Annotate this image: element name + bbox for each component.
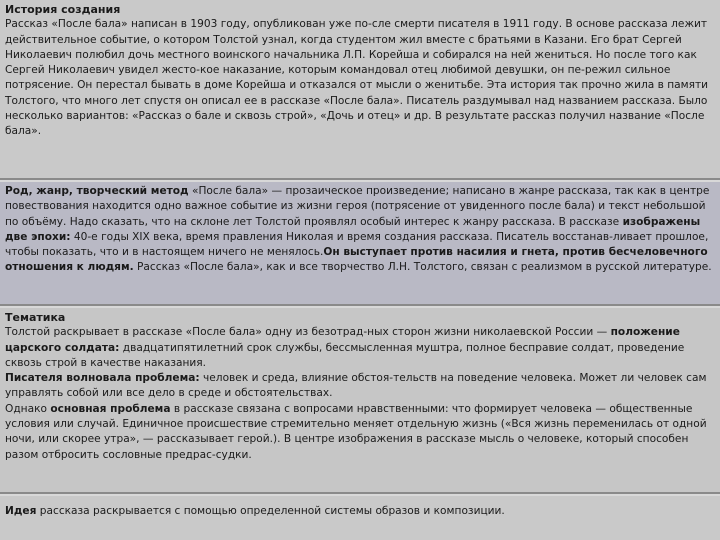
theme-p1-bold: положение царского солдата:: [5, 326, 680, 354]
theme-p1-text2: двадцатипятилетний срок службы, бессмысленная муштра, полное бесправие солдат, проведение сквозь строй в качестве наказания.: [5, 341, 685, 369]
genre-paragraph: [5, 184, 714, 276]
theme-p3-text: Однако: [5, 402, 51, 415]
genre-bold-1: изображены две эпохи:: [5, 215, 701, 243]
history-section: [0, 0, 720, 178]
genre-bold-2: Он выступает против насилия и гнета, против бесчеловечного отношения к людям.: [5, 246, 708, 274]
theme-paragraph-3: [5, 402, 714, 463]
theme-section: [0, 306, 720, 492]
theme-p3-bold: основная проблема: [50, 402, 171, 415]
theme-paragraph-2: [5, 371, 714, 402]
theme-p2-bold: Писателя волновала проблема:: [5, 372, 200, 385]
idea-section: [0, 494, 720, 540]
genre-text-1: «После бала» — прозаическое произведение; написано в жанре рассказа, так как в центре повествования находится одно важное событие из жизни героя (потрясение от увиденного после бала) и текст небольшой по объёму. Надо сказать, что на склоне лет Толстой проявлял особый интерес к жанру рассказа. В рассказе: [5, 185, 710, 228]
theme-p3-text2: в рассказе связана с вопросами нравственными: что формирует человека — общественные условия или случай. Единичное происшествие стремительно меняет отдельную жизнь («Вся жизнь переменилась от одной ночи, или скорее утра», — рассказывает герой.). В центре изображения в рассказе мысль о человеке, который способен разом отбросить сословные предрас-судки.: [5, 402, 707, 461]
theme-p1-text: Толстой раскрывает в рассказе «После бала» одну из безотрад-ных сторон жизни николаевской России —: [5, 326, 611, 339]
theme-title: Тематика: [5, 311, 66, 324]
history-title: История создания: [5, 3, 121, 16]
history-text: Рассказ «После бала» написан в 1903 году, опубликован уже по-сле смерти писателя в 1911 году. В основе рассказа лежит действительное событие, о котором Толстой узнал, когда студентом жил вместе с братьями в Казани. Его брат Сергей Николаевич полюбил дочь местного воинского начальника Л.П. Корейша и собирался на ней жениться. Но после того как Сергей Николаевич увидел жесто-кое наказание, которым командовал отец любимой девушки, он пе-режил сильное потрясение. Он перестал бывать в доме Корейша и отказался от мысли о женитьбе. Эта история так прочно жила в памяти Толстого, что много лет спустя он описал ее в рассказе «После бала». Писатель раздумывал над названием рассказа. Было несколько вариантов: «Рассказ о бале и сквозь строй», «Дочь и отец» и др. В результате рассказ получил название «После бала».: [5, 18, 709, 138]
idea-bold: Идея: [5, 505, 37, 517]
idea-paragraph: [5, 504, 714, 519]
idea-text: рассказа раскрывается с помощью определенной системы образов и композиции.: [36, 505, 505, 517]
theme-paragraph-1: [5, 325, 714, 371]
theme-p2-text: человек и среда, влияние обстоя-тельств на поведение человека. Может ли человек сам управлять собой или все дело в среде и обстоятельствах.: [5, 372, 707, 400]
genre-text-3: Рассказ «После бала», как и все творчество Л.Н. Толстого, связан с реализмом в русской литературе.: [133, 261, 712, 274]
genre-title: Род, жанр, творческий метод: [5, 185, 189, 197]
genre-section: [0, 180, 720, 304]
genre-text-2: 40-е годы XIX века, время правления Николая и время создания рассказа. Писатель восстанав-ливает прошлое, чтобы показать, что и в настоящем ничего не менялось.: [5, 230, 709, 259]
